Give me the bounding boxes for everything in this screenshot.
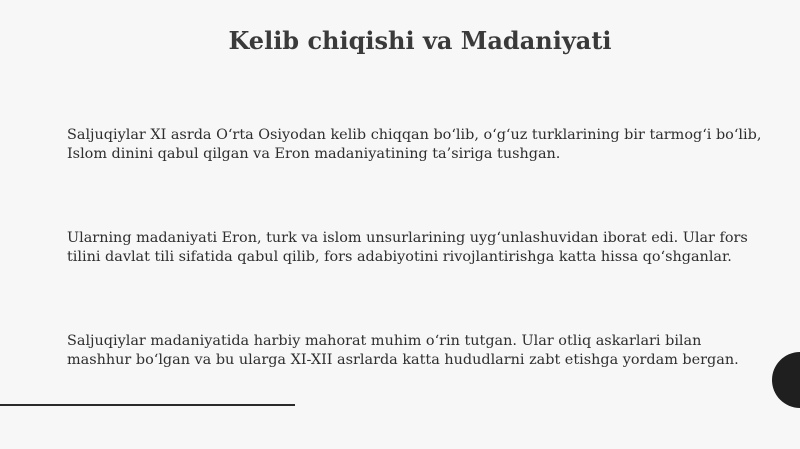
slide-title: Kelib chiqishi va Madaniyati (228, 26, 612, 55)
paragraph-culture: Ularning madaniyati Eron, turk va islom unsurlarining uyg‘unlashuvidan iborat edi. Ular fors tilini davlat tili sifatida qabul qilib, fors adabiyotini rivojlantirishga katta hissa qo‘shganlar. (67, 230, 748, 265)
decorative-circle (772, 352, 800, 408)
paragraph-military: Saljuqiylar madaniyatida harbiy mahorat muhim o‘rin tutgan. Ular otliq askarlari bilan mashhur bo‘lgan va bu ularga XI-XII asrlarda katta hududlarni zabt etishga yordam bergan. (67, 333, 739, 368)
paragraph-origin: Saljuqiylar XI asrda O‘rta Osiyodan kelib chiqqan bo‘lib, o‘g‘uz turklarining bir tarmog‘i bo‘lib, Islom dinini qabul qilgan va Eron madaniyatining ta’siriga tushgan. (67, 127, 762, 162)
decorative-divider-line (0, 404, 295, 406)
